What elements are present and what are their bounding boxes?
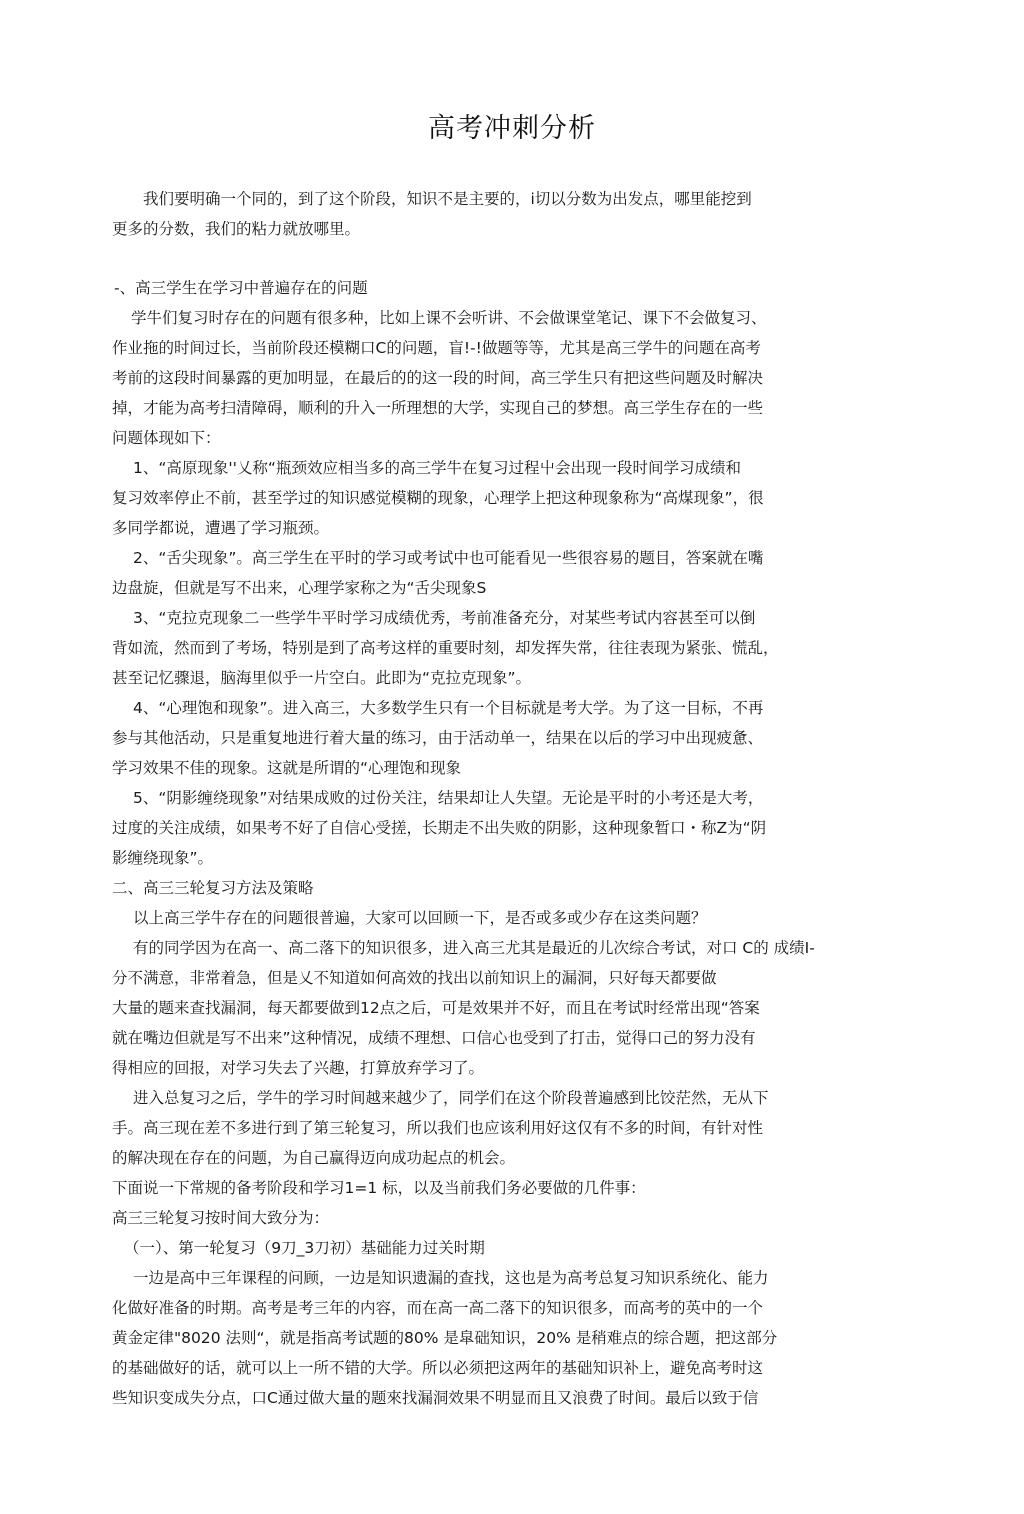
text-line: 学牛们复习时存在的问题有很多种，比如上课不会听讲、不会做课堂笔记、课下不会做复习、	[131, 309, 767, 327]
text-line: 更多的分数，我们的粘力就放哪里。	[112, 220, 361, 238]
text-line: 我们要明确一个同的，到了这个阶段，知识不是主要的，i切以分数为出发点，哪里能挖到	[143, 190, 752, 208]
text-line: 背如流，然而到了考场，特别是到了高考这样的重要时刻，却发挥失常，往往表现为紧张、慌乱，	[112, 639, 779, 657]
list-item: 1、“高原现象''乂称“瓶颈效应相当多的高三学牛在复习过程屮会出现一段时间学习成绩和	[133, 459, 741, 477]
text-line: 的解决现在存在的问题，为自己赢得迈向成功起点的机会。	[112, 1149, 516, 1167]
text-line: 以上高三学牛存在的问题很普遍，大家可以回顾一下，是否或多或少存在这类问题？	[133, 909, 707, 927]
text-line: 得相应的回报，对学习失去了兴趣，打算放弃学习了。	[112, 1059, 485, 1077]
text-line: 有的同学因为在高一、高二落下的知识很多，进入高三尤其是最近的儿次综合考试，对口 C的 成绩I-	[133, 939, 815, 957]
section-heading: -、高三学生在学习中普遍存在的问题	[114, 279, 368, 297]
text-line: 边盘旋，但就是写不出来，心理学家称之为“舌尖现象S	[112, 579, 487, 597]
text-line: 甚至记忆骤退，脑海里似乎一片空白。此即为“克拉克现象”。	[112, 669, 532, 687]
text-line: 影缠绕现象”。	[112, 849, 214, 867]
text-line: 复习效率停止不前，甚至学过的知识感觉模糊的现象，心理学上把这种现象称为“高煤现象”，很	[112, 489, 764, 507]
text-line: 些知识变成失分点，口C通过做大量的题來找漏洞效果不明显而且又浪费了时间。最后以致于信	[112, 1389, 759, 1407]
text-line: 掉，才能为高考扫清障碍，顺利的升入一所理想的大学，实现自己的梦想。高三学生存在的一些	[112, 399, 764, 417]
list-item: 4、“心理饱和现象”。进入高三，大多数学生只有一个目标就是考大学。为了这一目标，不再	[133, 699, 764, 717]
text-line: 考前的这段时间暴露的更加明显，在最后的的这一段的时间，高三学生只有把这些问题及时解决	[112, 369, 764, 387]
text-line: 问题体现如下：	[112, 429, 221, 447]
text-line: 大量的题来查找漏洞，每天都要做到12点之后，可是效果并不好，而且在考试时经常出现“答案	[112, 999, 760, 1017]
text-line: 高三三轮复习按时间大致分为：	[112, 1209, 330, 1227]
text-line: 就在嘴边但就是写不出来”这种情况，成绩不理想、口信心也受到了打击，觉得口己的努力没有	[112, 1029, 756, 1047]
text-line: 学习效果不佳的现象。这就是所谓的“心理饱和现象	[112, 759, 462, 777]
text-line: 化做好准备的时期。高考是考三年的内容，而在高一高二落下的知识很多，而高考的英中的一个	[112, 1299, 764, 1317]
text-line: 手。高三现在差不多进行到了第三轮复习，所以我们也应该利用好这仅有不多的时间，有针对性	[112, 1119, 764, 1137]
text-line: 作业拖的时间过长，当前阶段还模糊口C的问题，盲!-!做题等等，尤其是高三学牛的问题在高考	[112, 339, 761, 357]
text-line: 黄金定律"8020 法则“，就是指高考试题的80% 是皐础知识，20% 是稍难点的综合题，把这部分	[112, 1329, 778, 1347]
text-line: 分不满意，非常着急，但是乂不知道如何高效的找出以前知识上的漏洞，只好每天都要做	[112, 969, 717, 987]
subsection-heading: （一）、第一轮复习（9刀_3刀初）基础能力过关时期	[124, 1239, 485, 1257]
list-item: 5、“阴影缠绕现象”对结果成败的过份关注，结果却让人失望。无论是平时的小考还是大考，	[133, 789, 764, 807]
text-line: 一边是高中三年课程的问顾，一边是知识遗漏的查找，这也是为高考总复习知识系统化、能力	[133, 1269, 769, 1287]
text-line: 进入总复习之后，学牛的学习时间越来越少了，同学们在这个阶段普遍感到比饺茫然，无从下	[133, 1089, 769, 1107]
list-item: 3、“克拉克现象二一些学牛平时学习成绩优秀，考前准备充分，对某些考试内容甚至可以倒	[133, 609, 756, 627]
list-item: 2、“舌尖现象”。高三学生在平时的学习或考试中也可能看见一些很容易的题目，答案就在嘴	[133, 549, 764, 567]
section-heading: 二、高三三轮复习方法及策略	[112, 879, 314, 897]
text-line: 参与其他活动，只是重复地进行着大量的练习，由于活动单一，结果在以后的学习中出现疲惫、	[112, 729, 764, 747]
document-title: 高考冲刺分析	[428, 113, 596, 144]
text-line: 过度的关注成绩，如果考不好了自信心受搓，长期走不出失败的阴影，这种现象暂口・称Z为“阴	[112, 819, 767, 837]
text-line: 多同学都说，遭遇了学习瓶颈。	[112, 519, 330, 537]
text-line: 的基础做好的话，就可以上一所不错的大学。所以必须把这两年的基础知识补上，避免高考时这	[112, 1359, 764, 1377]
text-line: 下面说一下常规的备考阶段和学习1=1 标，以及当前我们务必要做的几件事：	[112, 1179, 646, 1197]
